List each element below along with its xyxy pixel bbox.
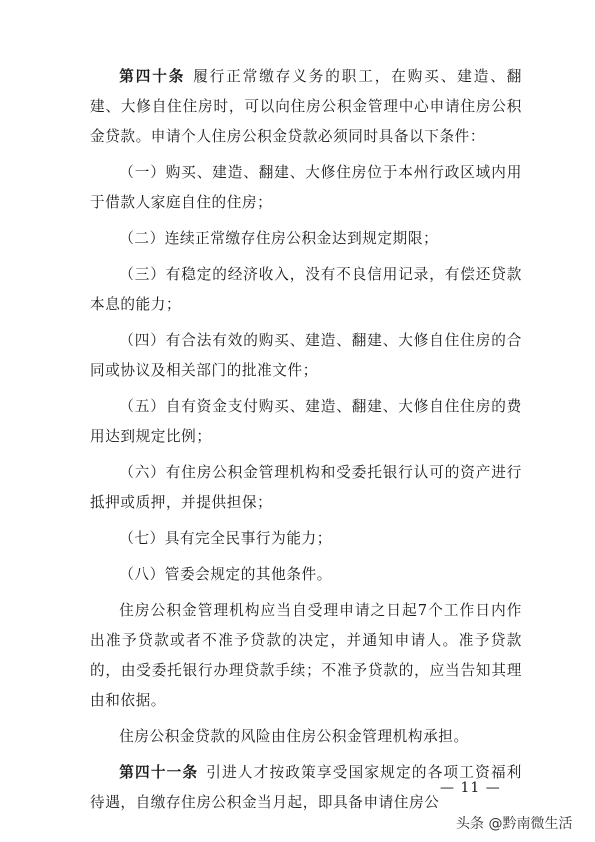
article-40-decision-paragraph: 住房公积金管理机构应当自受理申请之日起7个工作日内作出准予贷款或者不准予贷款的决定，并通知申请人。准予贷款的，由受委托银行办理贷款手续；不准予贷款的，应当告知其理由和依据。 (90, 602, 522, 709)
article-40-item-5: （五）自有资金支付购买、建造、翻建、大修自住住房的费用达到规定比例； (90, 398, 522, 445)
article-41-text: 引进人才按政策享受国家规定的各项工资福利待遇，自缴存住房公积金当月起，即具备申请住房公 (90, 764, 522, 811)
article-40-item-6: （六）有住房公积金管理机构和受委托银行认可的资产进行抵押或质押，并提供担保； (90, 464, 522, 511)
page-number: — 11 — (440, 780, 501, 796)
article-40-item-7: （七）具有完全民事行为能力； (119, 530, 332, 547)
article-41-label: 第四十一条 (119, 764, 199, 781)
article-40-intro-text: 履行正常缴存义务的职工，在购买、建造、翻建、大修自住住房时，可以向住房公积金管理中心申请住房公积金贷款。申请个人住房公积金贷款必须同时具备以下条件： (90, 68, 522, 145)
article-40-item-8: （八）管委会规定的其他条件。 (119, 566, 332, 583)
article-40-label: 第四十条 (119, 68, 186, 85)
source-watermark: 头条 @黔南微生活 (456, 816, 573, 832)
article-40-item-3: （三）有稳定的经济收入，没有不良信用记录，有偿还贷款本息的能力； (90, 266, 522, 313)
article-40-item-4: （四）有合法有效的购买、建造、翻建、大修自住住房的合同或协议及相关部门的批准文件； (90, 332, 522, 379)
document-body (90, 62, 522, 824)
article-40-item-1: （一）购买、建造、翻建、大修住房位于本州行政区域内用于借款人家庭自住的住房； (90, 164, 522, 211)
article-40-intro (90, 62, 522, 152)
article-40-item-2: （二）连续正常缴存住房公积金达到规定期限； (119, 230, 439, 247)
article-40-risk-paragraph: 住房公积金贷款的风险由住房公积金管理机构承担。 (119, 728, 469, 745)
